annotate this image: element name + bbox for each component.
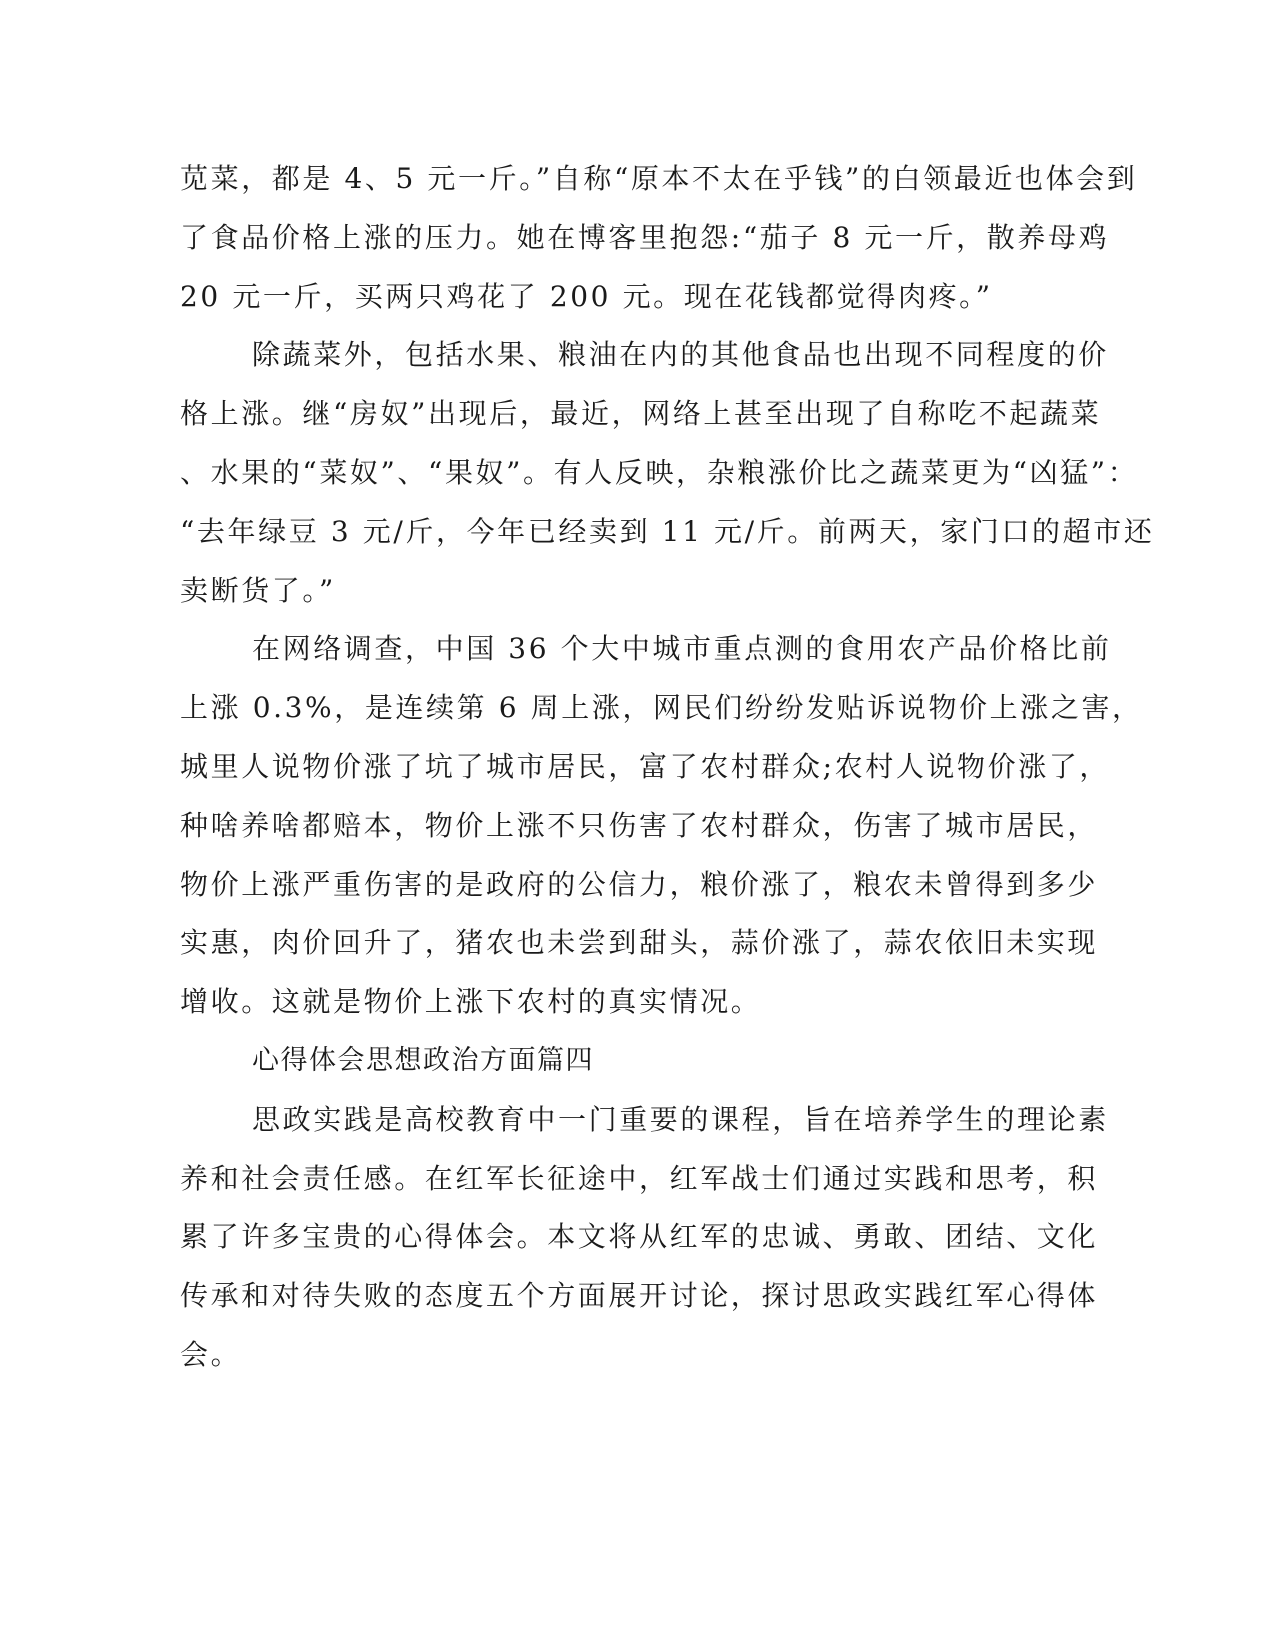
paragraph-2 xyxy=(180,326,1155,620)
document-page xyxy=(180,150,1155,1385)
text-line: 思政实践是高校教育中一门重要的课程，旨在培养学生的理论素 xyxy=(252,1102,1109,1136)
paragraph-4 xyxy=(180,1091,1109,1385)
section-heading-text: 心得体会思想政治方面篇四 xyxy=(252,1044,594,1076)
text-line: 会。 xyxy=(180,1337,242,1371)
text-line: 增收。这就是物价上涨下农村的真实情况。 xyxy=(180,985,762,1019)
text-line: 除蔬菜外，包括水果、粮油在内的其他食品也出现不同程度的价 xyxy=(252,338,1109,372)
section-heading xyxy=(180,1032,1035,1091)
text-line: 了食品价格上涨的压力。她在博客里抱怨:“茄子 8 元一斤，散养母鸡 xyxy=(180,220,1110,254)
text-line: 实惠，肉价回升了，猪农也未尝到甜头，蒜价涨了，蒜农依旧未实现 xyxy=(180,926,1099,960)
text-line: 种啥养啥都赔本，物价上涨不只伤害了农村群众，伤害了城市居民， xyxy=(180,808,1099,842)
text-line: 、水果的“菜奴”、“果奴”。有人反映，杂粮涨价比之蔬菜更为“凶猛”： xyxy=(180,455,1139,489)
text-line: 20 元一斤，买两只鸡花了 200 元。现在花钱都觉得肉疼。” xyxy=(180,279,993,313)
text-line: 城里人说物价涨了坑了城市居民，富了农村群众;农村人说物价涨了， xyxy=(180,749,1111,783)
text-line: 苋菜，都是 4、5 元一斤。”自称“原本不太在乎钱”的白领最近也体会到 xyxy=(180,162,1138,195)
text-line: 养和社会责任感。在红军长征途中，红军战士们通过实践和思考，积 xyxy=(180,1161,1099,1195)
text-line: 在网络调查，中国 36 个大中城市重点测的食用农产品价格比前 xyxy=(252,632,1112,666)
text-line: 上涨 0.3%，是连续第 6 周上涨，网民们纷纷发贴诉说物价上涨之害， xyxy=(180,691,1143,725)
text-line: 累了许多宝贵的心得体会。本文将从红军的忠诚、勇敢、团结、文化 xyxy=(180,1220,1099,1254)
text-line: 传承和对待失败的态度五个方面展开讨论，探讨思政实践红军心得体 xyxy=(180,1279,1099,1313)
paragraph-1 xyxy=(180,150,1138,326)
text-line: 格上涨。继“房奴”出现后，最近，网络上甚至出现了自称吃不起蔬菜 xyxy=(180,397,1102,431)
text-line: 卖断货了。” xyxy=(180,573,336,607)
paragraph-3 xyxy=(180,620,1143,1032)
text-line: 物价上涨严重伤害的是政府的公信力，粮价涨了，粮农未曾得到多少 xyxy=(180,867,1099,901)
text-line: “去年绿豆 3 元/斤，今年已经卖到 11 元/斤。前两天，家门口的超市还 xyxy=(180,514,1155,548)
